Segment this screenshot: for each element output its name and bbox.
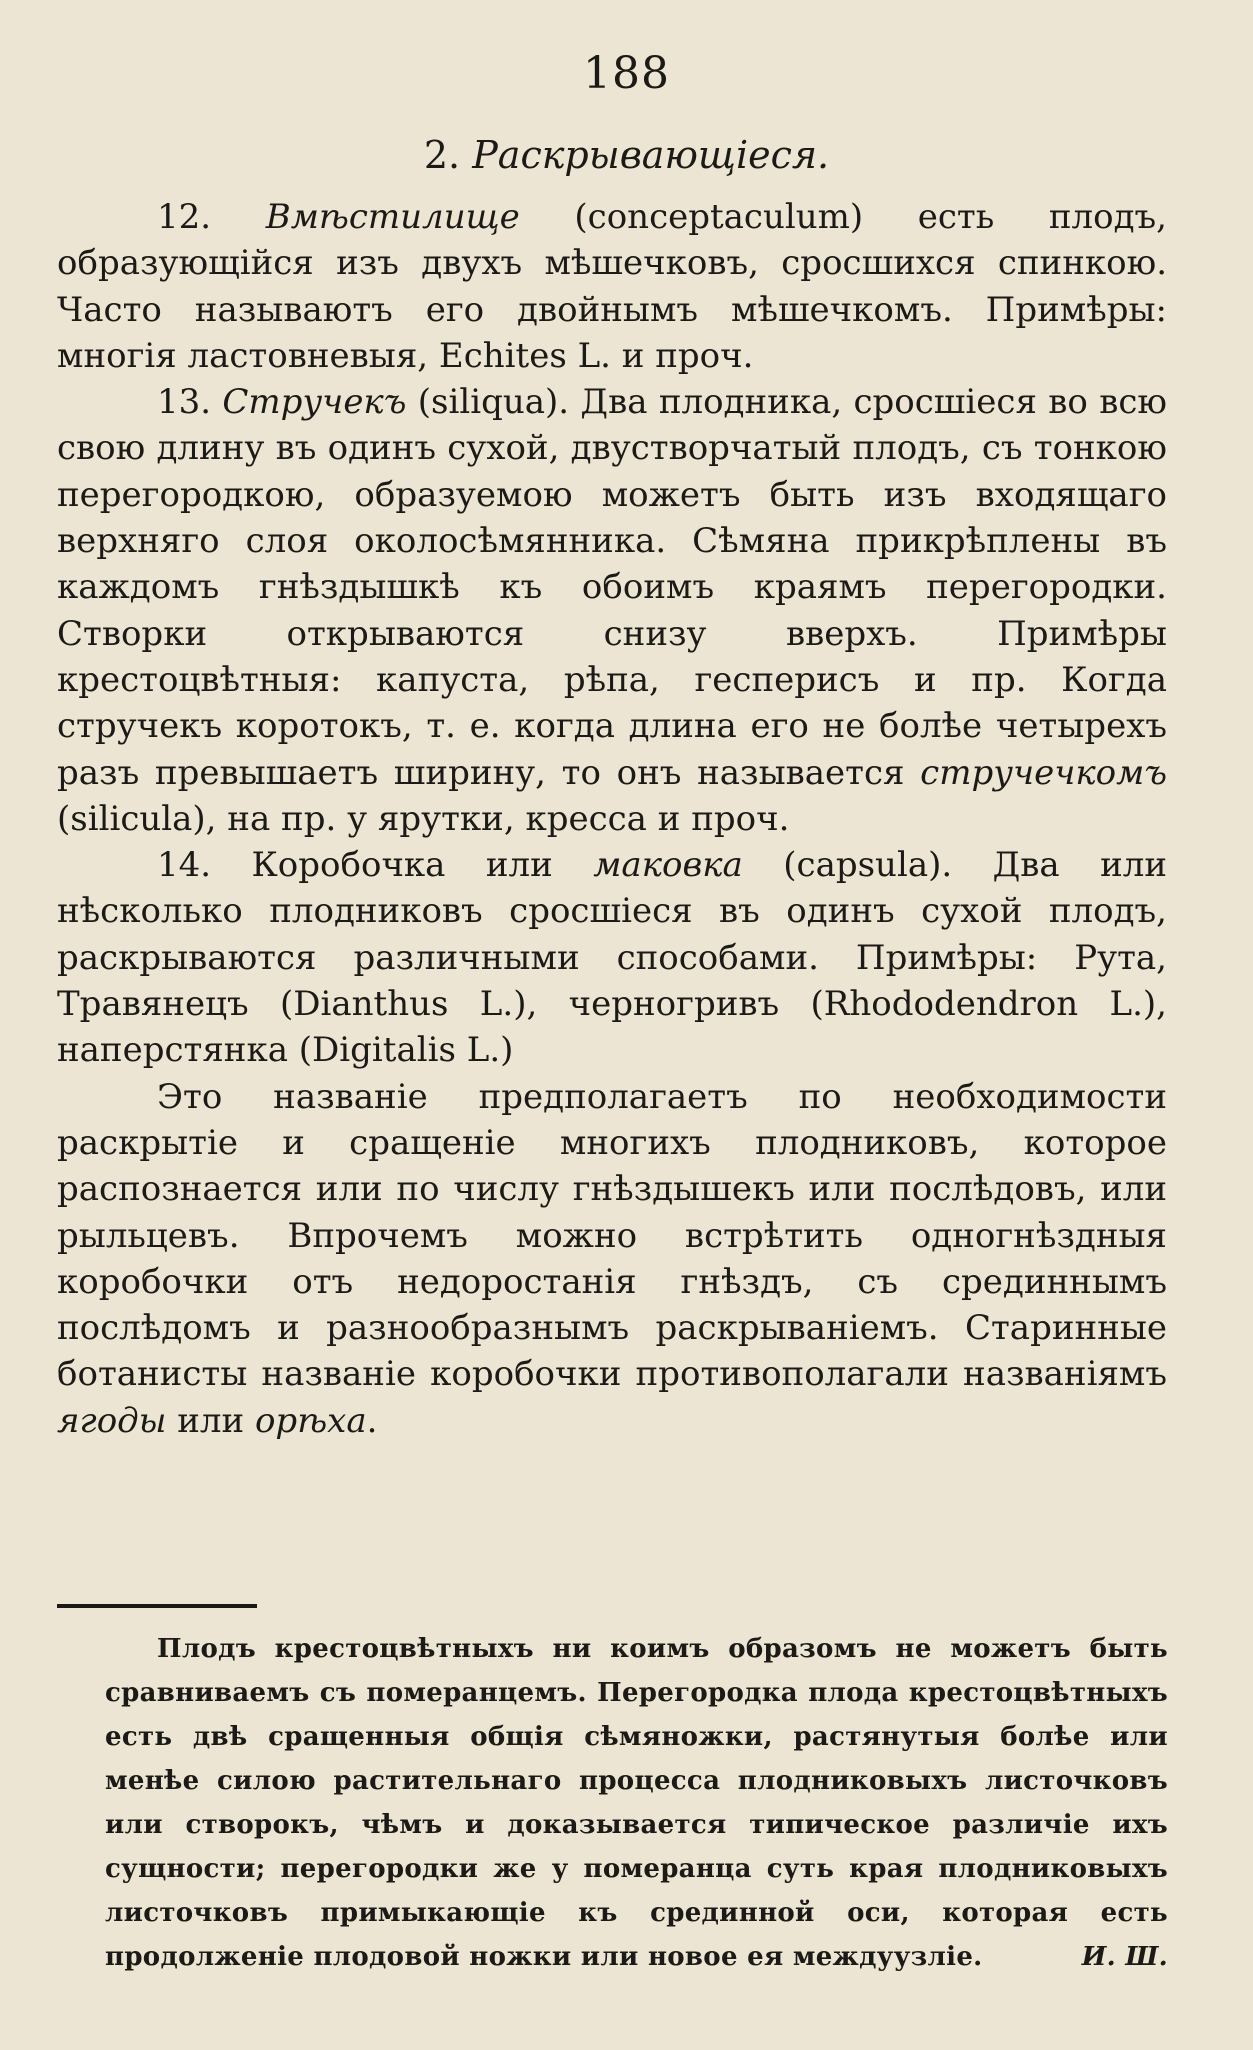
page-number: 188 (583, 48, 670, 99)
paragraph-text: (capsula). Два или нѣсколько плодниковъ сросшіеся въ одинъ сухой плодъ, раскрываются различными способами. Примѣры: Рута, Травянецъ (Dianthus L.), черногривъ (Rhododendron L.), наперстянка (Digitalis L.) (57, 845, 1167, 1071)
term-orekha: орѣха (254, 1400, 367, 1441)
main-text (57, 194, 1167, 1444)
paragraph-text: 14. Коробочка или (157, 845, 594, 886)
footnote-text: Плодъ крестоцвѣтныхъ ни коимъ образомъ не можетъ быть сравниваемъ съ померанцемъ. Перегородка плода крестоцвѣтныхъ есть двѣ сращенныя общія сѣмяножки, растянутыя болѣе или менѣе силою растительнаго процесса плодниковыхъ листочковъ или створокъ, чѣмъ и доказывается типическое различіе ихъ сущности; перегородки же у померанца суть края плодниковыхъ листочковъ примыкающіе къ срединной оси, которая есть продолженіе плодовой ножки или новое ея междуузліе. (105, 1634, 1168, 1972)
paragraph-text: Это названіе предполагаетъ по необходимости раскрытіе и сращеніе многихъ плодниковъ, которое распознается или по числу гнѣздышекъ или послѣдовъ, или рыльцевъ. Впрочемъ можно встрѣтить одногнѣздныя коробочки отъ недоростанія гнѣздъ, съ срединнымъ послѣдомъ и разнообразнымъ раскрываніемъ. Старинные ботанисты названіе коробочки противополагали названіямъ (57, 1076, 1167, 1395)
section-number: 2. (423, 133, 461, 177)
term-vmestilishche: Вмѣстилище (265, 197, 520, 237)
paragraph-text: (silicula), на пр. у ярутки, кресса и проч. (57, 798, 790, 839)
paragraph-capsula-note (57, 1074, 1167, 1444)
footnote-signature: И. Ш. (1081, 1942, 1168, 1972)
paragraph-text: 13. (157, 382, 223, 423)
section-title: Раскрывающіеся. (472, 133, 830, 177)
term-makovka: маковка (593, 845, 743, 886)
footnote (105, 1627, 1168, 1979)
term-struchechek: стручечкомъ (920, 752, 1167, 793)
paragraph-text: (conceptaculum) есть плодъ, образующійся изъ двухъ мѣшечковъ, сросшихся спинкою. Часто называютъ его двойнымъ мѣшечкомъ. Примѣры: многія ластовневыя, Echites L. и проч. (57, 197, 1167, 376)
section-heading (0, 133, 1253, 177)
paragraph-text: 12. (157, 197, 266, 237)
term-struchek: Стручекъ (222, 382, 407, 423)
paragraph-text: . (366, 1400, 378, 1441)
term-yagody: ягоды (57, 1400, 167, 1441)
footnote-paragraph (105, 1627, 1168, 1979)
paragraph-capsula (57, 842, 1167, 1073)
paragraph-conceptaculum (57, 194, 1167, 379)
paragraph-text: (siliqua). Два плодника, сросшіеся во всю свою длину въ одинъ сухой, двустворчатый плодъ, съ тонкою перегородкою, образуемою можетъ быть изъ входящаго верхняго слоя околосѣмянника. Сѣмяна прикрѣплены въ каждомъ гнѣздышкѣ къ обоимъ краямъ перегородки. Створки открываются снизу вверхъ. Примѣры крестоцвѣтныя: капуста, рѣпа, гесперисъ и пр. Когда стручекъ коротокъ, т. е. когда длина его не болѣе четырехъ разъ превышаетъ ширину, то онъ называется (57, 382, 1167, 793)
paragraph-siliqua (57, 379, 1167, 842)
paragraph-text: или (166, 1400, 255, 1441)
footnote-divider (57, 1604, 257, 1608)
